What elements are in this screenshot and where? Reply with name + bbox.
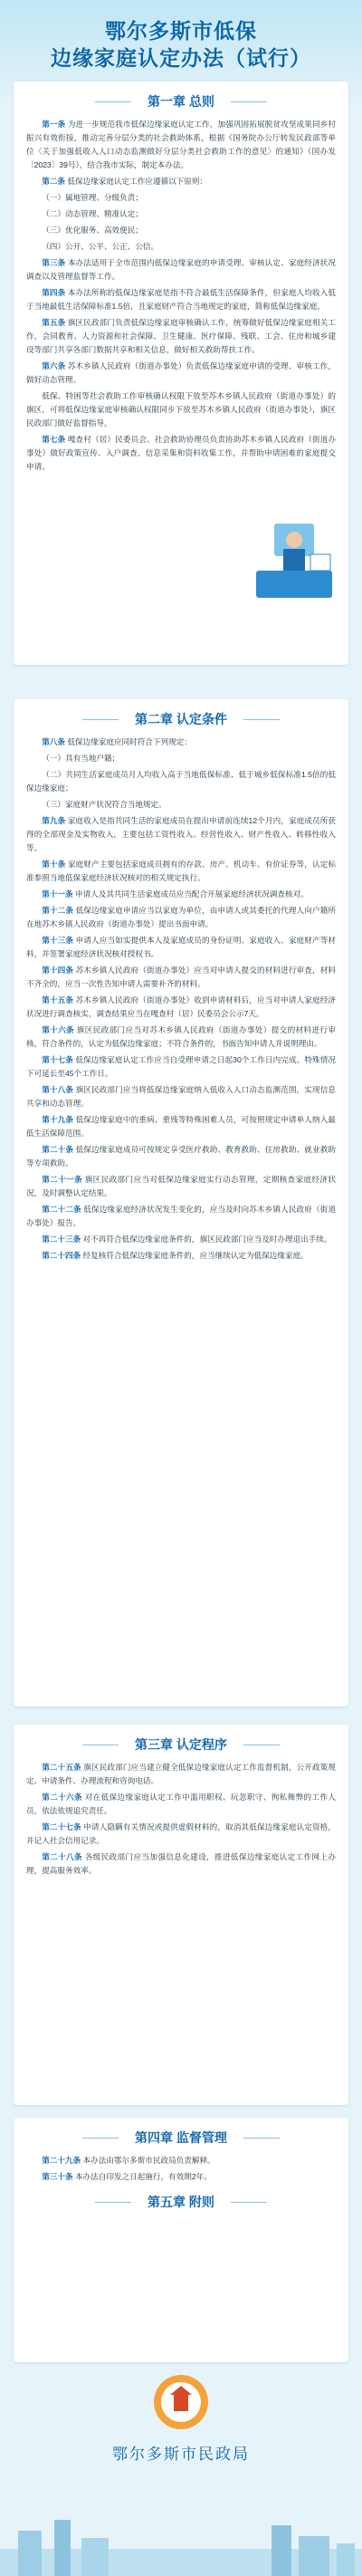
article-number: 第二十一条 <box>42 1175 85 1184</box>
article-number: 第三条 <box>42 258 68 267</box>
article-paragraph <box>26 191 336 205</box>
article-number: 第十一条 <box>42 889 75 899</box>
chapter4-title: 第四章 监督管理 <box>119 2129 243 2147</box>
article-text: 低保边缘家庭认定工作应遵循以下原则： <box>67 177 208 186</box>
article-paragraph <box>26 735 336 749</box>
article-number: 第十六条 <box>42 1025 77 1034</box>
article-paragraph <box>26 1173 336 1200</box>
page-title-line1: 鄂尔多斯市低保 <box>105 20 257 43</box>
article-number: 第二十三条 <box>42 1235 83 1244</box>
article-paragraph <box>26 433 336 474</box>
article-text: （四）公开、公平、公正、公信。 <box>42 242 159 251</box>
article-text: 家庭财产主要包括家庭成员拥有的存款、房产、机动车、有价证券等，认定标准参照当地低保家庭经济状况核对的相关规定执行。 <box>26 860 336 882</box>
article-text: （二）动态管理、精准认定； <box>42 209 143 218</box>
article-number: 第二条 <box>42 177 68 186</box>
article-number: 第十条 <box>42 860 68 869</box>
civil-affairs-logo-icon <box>152 2373 210 2431</box>
article-number: 第三十条 <box>42 2172 75 2181</box>
article-text: 苏木乡镇人民政府（街道办事处）收到申请材料后，应当对申请人家庭经济状况进行调查核实，调查结果应当在嘎查村（居）民委员会公示7天。 <box>26 995 336 1018</box>
article-paragraph <box>26 1233 336 1246</box>
article-paragraph <box>26 964 336 991</box>
chapter1-card <box>14 82 348 665</box>
city-skyline-decoration <box>0 2513 362 2576</box>
chapter3-body <box>26 1761 336 1878</box>
article-paragraph <box>26 118 336 172</box>
article-number: 第二十八条 <box>42 1852 85 1861</box>
article-text: 对不再符合低保边缘家庭条件的，旗区民政部门应当及时办理退出手续。 <box>82 1235 332 1244</box>
article-text: 低保边缘家庭成员可按规定享受医疗救助、教育救助、住房救助、就业救助等专项救助。 <box>26 1145 336 1168</box>
article-text: 低保边缘家庭经济状况发生变化的，应当及时向苏木乡镇人民政府（街道办事处）报告。 <box>26 1205 336 1227</box>
article-paragraph <box>26 1850 336 1878</box>
article-paragraph <box>26 1203 336 1230</box>
article-paragraph <box>26 752 336 765</box>
article-text: （三）家庭财产状况符合当地规定。 <box>42 800 167 809</box>
footer <box>0 2373 362 2464</box>
chapter4-body <box>26 2154 336 2184</box>
article-paragraph <box>26 224 336 237</box>
article-number: 第十四条 <box>42 966 76 975</box>
header <box>0 0 362 72</box>
chapter1-title: 第一章 总则 <box>131 92 231 111</box>
chapter3-card <box>14 1725 348 2105</box>
service-desk-illustration <box>247 507 341 607</box>
article-number: 第七条 <box>42 435 68 444</box>
article-number: 第十五条 <box>42 995 76 1004</box>
article-text: 对在低保边缘家庭认定工作中滥用职权、玩忽职守、徇私舞弊的工作人员，依法依规追究责任。 <box>26 1793 336 1815</box>
article-text: 申请人及其共同生活家庭成员应当配合开展家庭经济状况调查核对。 <box>74 889 309 899</box>
article-text: （一）属地管理、分级负责； <box>42 193 143 202</box>
article-paragraph <box>26 1083 336 1110</box>
article-text: 经复核符合低保边缘家庭条件的，应当继续认定为低保边缘家庭。 <box>82 1251 309 1260</box>
chapter2-body <box>26 735 336 1263</box>
article-paragraph <box>26 1143 336 1170</box>
article-text: 本办法由鄂尔多斯市民政局负责解释。 <box>82 2156 215 2165</box>
article-text: 低保边缘家庭认定工作应当自受理申请之日起30个工作日内完成。特殊情况下可延长至45个工作日。 <box>26 1055 336 1078</box>
article-text: 苏木乡镇人民政府（街道办事处）应当对申请人提交的材料进行审查，材料不齐全的，应当一次性告知申请人需要补齐的材料。 <box>26 966 336 988</box>
chapter5-title: 第五章 附则 <box>131 2193 231 2211</box>
article-paragraph <box>26 1024 336 1051</box>
article-text: 本办法自印发之日起施行，有效期2年。 <box>74 2172 212 2181</box>
chapter1-body <box>26 118 336 474</box>
article-number: 第一条 <box>42 120 68 129</box>
article-paragraph <box>26 256 336 284</box>
article-paragraph <box>26 316 336 357</box>
article-number: 第九条 <box>42 816 68 825</box>
article-paragraph <box>26 175 336 188</box>
article-text: 为进一步规范我市低保边缘家庭认定工作，加强巩固拓展脱贫攻坚成果同乡村振兴有效衔接，推动完善分层分类的社会救助体系，根据《国务院办公厅转发民政部等单位〈关于加强低收入人口动态监测做好分层分类社会救助工作的意见〉的通知》（国办发〔2023〕39号），结合我市实际，制定本办法。 <box>26 120 336 169</box>
article-text: 申请人隐瞒有关情况或提供虚假材料的，取消其低保边缘家庭认定资格，并记入社会信用记录。 <box>26 1822 336 1845</box>
article-paragraph <box>26 768 336 795</box>
chapter4-card <box>14 2118 348 2362</box>
article-text: 低保边缘家庭应同时符合下列规定： <box>67 737 192 746</box>
article-text: 申请人应当如实提供本人及家庭成员的身份证明、家庭收入、家庭财产等材料，并签署家庭经济状况核对授权书。 <box>26 936 336 958</box>
article-text: （二）共同生活家庭成员月人均收入高于当地低保标准、低于城乡低保标准1.5倍的低保边缘家庭； <box>26 770 336 793</box>
article-number: 第二十五条 <box>42 1763 84 1772</box>
article-number: 第二十六条 <box>42 1793 85 1802</box>
chapter3-title: 第三章 认定程序 <box>119 1735 243 1754</box>
article-number: 第十三条 <box>42 936 76 945</box>
article-paragraph <box>26 389 336 430</box>
article-paragraph <box>26 1821 336 1848</box>
article-text: 旗区民政部门应当建立健全低保边缘家庭认定工作监督机制，公开政策规定、申请条件、办理流程和咨询电话。 <box>26 1763 336 1785</box>
article-paragraph <box>26 207 336 221</box>
article-text: 低保、特困等社会救助工作审核确认权限下放至苏木乡镇人民政府（街道办事处）的旗区，可将低保边缘家庭审核确认权限同步下放至苏木乡镇人民政府（街道办事处），旗区民政部门做好监督指导。 <box>26 391 336 428</box>
article-number: 第十九条 <box>42 1115 76 1124</box>
article-paragraph <box>26 858 336 885</box>
article-text: 旗区民政部门应当对低保边缘家庭实行动态管理，定期核查家庭经济状况，及时调整认定结果。 <box>26 1175 336 1197</box>
article-paragraph <box>26 994 336 1021</box>
article-number: 第十七条 <box>42 1055 76 1064</box>
article-text: 旗区民政部门应当将低保边缘家庭纳入低收入人口动态监测范围，实现信息共享和动态管理。 <box>26 1085 336 1108</box>
article-number: 第二十四条 <box>42 1251 83 1260</box>
article-paragraph <box>26 240 336 254</box>
article-text: 各级民政部门应当加强信息化建设，推进低保边缘家庭认定工作网上办理，提高服务效率。 <box>26 1852 336 1875</box>
article-number: 第四条 <box>42 288 68 297</box>
article-paragraph <box>26 360 336 387</box>
article-number: 第十二条 <box>42 906 76 915</box>
article-paragraph <box>26 1249 336 1263</box>
article-number: 第二十二条 <box>42 1205 84 1214</box>
article-paragraph <box>26 888 336 901</box>
article-text: （一）具有当地户籍； <box>42 754 120 763</box>
article-paragraph <box>26 934 336 961</box>
article-paragraph <box>26 286 336 313</box>
org-name: 鄂尔多斯市民政局 <box>112 2446 250 2463</box>
article-paragraph <box>26 1113 336 1140</box>
chapter2-title: 第二章 认定条件 <box>119 710 243 728</box>
article-text: 本办法所称的低保边缘家庭是指不符合最低生活保障条件，但家庭人均收入低于当地最低生活保障标准1.5倍，且家庭财产符合当地规定的家庭，简称低保边缘家庭。 <box>26 288 336 311</box>
article-number: 第五条 <box>42 318 68 327</box>
chapter2-card <box>14 699 348 1706</box>
article-paragraph <box>26 2170 336 2184</box>
article-text: 苏木乡镇人民政府（街道办事处）负责低保边缘家庭申请的受理、审核工作，做好动态管理。 <box>26 361 336 384</box>
article-text: （三）优化服务、高效便民； <box>42 226 143 235</box>
article-number: 第十八条 <box>42 1085 76 1094</box>
article-paragraph <box>26 1791 336 1818</box>
article-text: 低保边缘家庭申请应当以家庭为单位，由申请人或其委托的代理人向户籍所在地苏木乡镇人民政府（街道办事处）提出书面申请。 <box>26 906 336 928</box>
article-text: 家庭收入是指共同生活的家庭成员在提出申请前连续12个月内，家庭成员所获得的全部现金及实物收入，主要包括工资性收入、经营性收入、财产性收入、转移性收入等。 <box>26 816 336 852</box>
article-paragraph <box>26 798 336 812</box>
article-text: 旗区民政部门应当对苏木乡镇人民政府（街道办事处）提交的材料进行审核，符合条件的，认定为低保边缘家庭；不符合条件的，书面告知申请人并说明理由。 <box>26 1025 336 1048</box>
article-paragraph <box>26 1053 336 1081</box>
page-title-line2: 边缘家庭认定办法（试行） <box>51 47 311 70</box>
article-paragraph <box>26 2154 336 2167</box>
article-number: 第八条 <box>42 737 68 746</box>
article-text: 本办法适用于全市范围内低保边缘家庭的申请受理、审核认定、家庭经济状况调查以及管理监督等工作。 <box>26 258 336 281</box>
article-number: 第六条 <box>42 361 68 370</box>
article-number: 第二十九条 <box>42 2156 83 2165</box>
article-text: 嘎查村（居）民委员会、社会救助协理员负责协助苏木乡镇人民政府（街道办事处）做好政策宣传、入户调查、信息采集和资料收集工作，并帮助申请困难的家庭提交申请。 <box>26 435 336 471</box>
article-text: 旗区民政部门负责低保边缘家庭审核确认工作，统筹做好低保边缘家庭相关工作，会同教育、人力资源和社会保障、卫生健康、医疗保障、残联、工会、住房和城乡建设等部门共享各部门数据共享和相关信息，做好相关救助帮扶工作。 <box>26 318 336 354</box>
article-number: 第二十七条 <box>42 1822 84 1831</box>
article-text: 低保边缘家庭中的重病、重残等特殊困难人员，可按照规定申请单人纳入最低生活保障范围。 <box>26 1115 336 1138</box>
article-paragraph <box>26 1761 336 1788</box>
article-paragraph <box>26 904 336 931</box>
article-number: 第二十条 <box>42 1145 76 1154</box>
article-paragraph <box>26 814 336 855</box>
